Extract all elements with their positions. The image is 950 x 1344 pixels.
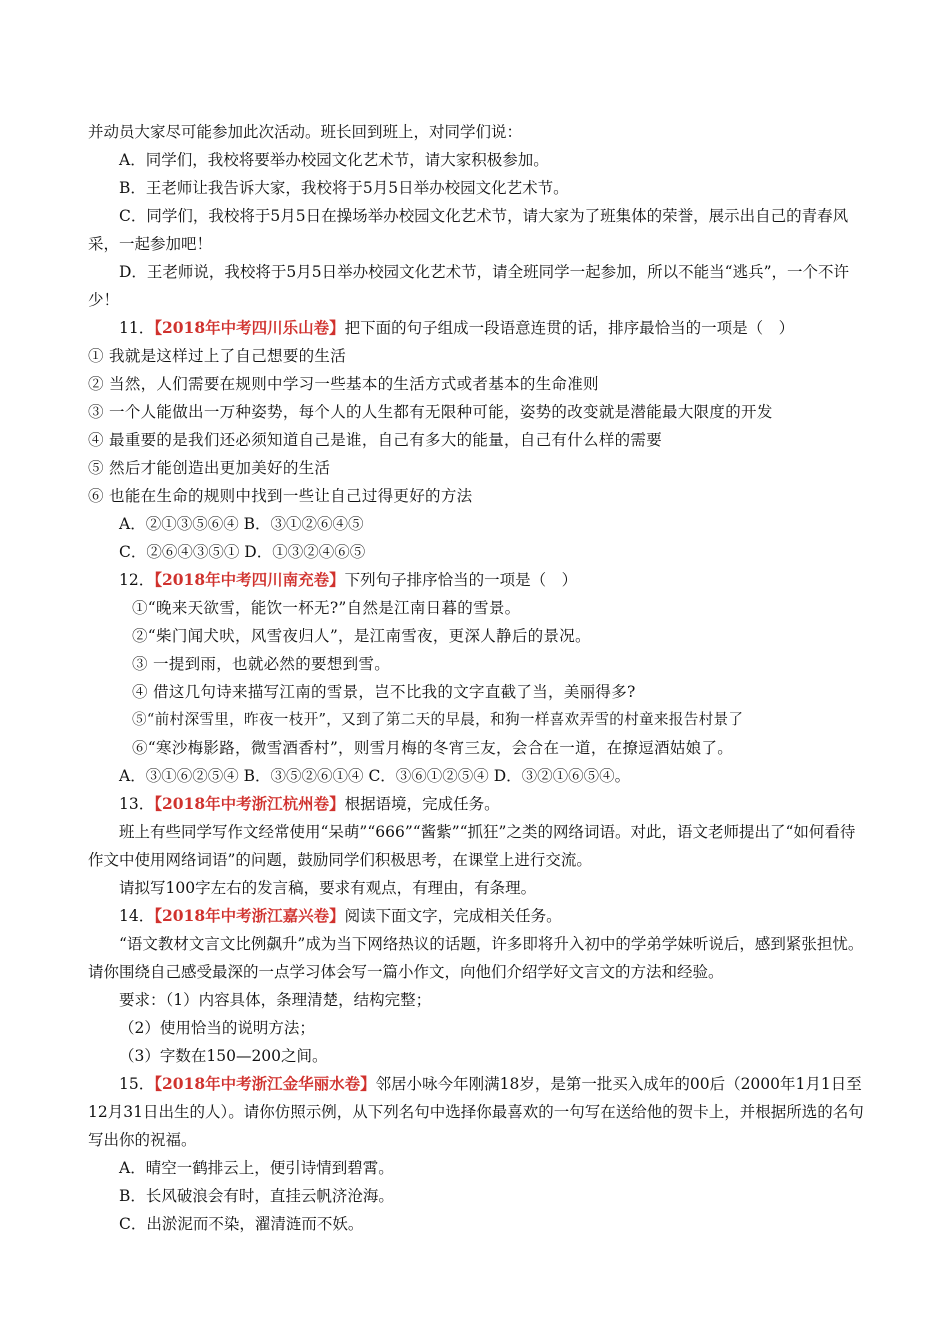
question-13 — [88, 790, 868, 818]
option-a: A．晴空一鹤排云上，便引诗情到碧霄。 — [119, 1159, 394, 1177]
intro-line: 并动员大家尽可能参加此次活动。班长回到班上，对同学们说： — [88, 123, 523, 141]
source-tag: 【2018年中考浙江金华丽水卷】 — [154, 1074, 376, 1093]
paragraph: 班上有些同学写作文经常使用“呆萌”“666”“酱紫”“抓狂”之类的网络词语。对此，语文老师提出了“如何看待作文中使用网络词语”的问题，鼓励同学们积极思考，在课堂上进行交流。 — [88, 823, 856, 869]
list-item: ⑥“寒沙梅影路，微雪酒香村”，则雪月梅的冬宵三友，会合在一道，在撩逗酒姑娘了。 — [132, 739, 734, 757]
list-item: ①“晚来天欲雪，能饮一杯无?”自然是江南日暮的雪景。 — [132, 599, 521, 617]
option-b: B．长风破浪会有时，直挂云帆济沧海。 — [119, 1187, 394, 1205]
paragraph: “语文教材文言文比例飙升”成为当下网络热议的话题，许多即将升入初中的学弟学妹听说后，感到紧张担忧。请你围绕自己感受最深的一点学习体会写一篇小作文，向他们介绍学好文言文的方法和经验。 — [88, 935, 864, 981]
option-a: A．同学们，我校将要举办校园文化艺术节，请大家积极参加。 — [119, 151, 549, 169]
paragraph: 请拟写100字左右的发言稿，要求有观点，有理由，有条理。 — [119, 879, 537, 897]
question-stem: 把下面的句子组成一段语意连贯的话，排序最恰当的一项是（ ） — [344, 319, 795, 337]
list-item: ④ 最重要的是我们还必须知道自己是谁，自己有多大的能量，自己有什么样的需要 — [88, 431, 663, 449]
source-tag: 【2018年中考四川南充卷】 — [154, 570, 345, 589]
answer-options: A．②①③⑤⑥④ B．③①②⑥④⑤ — [119, 515, 364, 533]
list-item: ⑥ 也能在生命的规则中找到一些让自己过得更好的方法 — [88, 487, 473, 505]
list-item: ② 当然，人们需要在规则中学习一些基本的生活方式或者基本的生命准则 — [88, 375, 599, 393]
question-number: 15． — [119, 1075, 155, 1093]
answer-options: A．③①⑥②⑤④ B．③⑤②⑥①④ C．③⑥①②⑤④ D．③②①⑥⑤④。 — [119, 767, 631, 785]
requirement: 要求：（1）内容具体，条理清楚，结构完整； — [119, 991, 432, 1009]
question-number: 13． — [119, 795, 155, 813]
question-stem: 下列句子排序恰当的一项是（ ） — [344, 571, 578, 589]
answer-options: C．②⑥④③⑤① D．①③②④⑥⑤ — [119, 543, 366, 561]
list-item: ③ 一个人能做出一万种姿势，每个人的人生都有无限种可能，姿势的改变就是潜能最大限度的开发 — [88, 403, 773, 421]
option-c: C．同学们，我校将于5月5日在操场举办校园文化艺术节，请大家为了班集体的荣誉，展示出自己的青春风采，一起参加吧！ — [88, 207, 849, 253]
question-11 — [88, 314, 868, 342]
requirement: （3）字数在150—200之间。 — [119, 1047, 328, 1065]
question-12 — [88, 566, 868, 594]
list-item: ⑤“前村深雪里，昨夜一枝开”，又到了第二天的早晨，和狗一样喜欢弄雪的村童来报告村景了 — [132, 711, 744, 728]
option-c: C．出淤泥而不染，濯清涟而不妖。 — [119, 1215, 364, 1233]
question-14 — [88, 902, 868, 930]
list-item: ③ 一提到雨，也就必然的要想到雪。 — [132, 655, 391, 673]
requirement: （2）使用恰当的说明方法； — [119, 1019, 315, 1037]
list-item: ① 我就是这样过上了自己想要的生活 — [88, 347, 347, 365]
question-stem: 根据语境，完成任务。 — [344, 795, 500, 813]
list-item: ④ 借这几句诗来描写江南的雪景，岂不比我的文字直截了当，美丽得多? — [132, 683, 636, 701]
question-stem: 邻居小咏今年刚满18岁，是第一批买入成年的00后（2000年1月1日至12月31日出生的人）。请你仿照示例，从下列名句中选择你最喜欢的一句写在送给他的贺卡上，并根据所选的名句写出你的祝福。 — [88, 1075, 864, 1149]
question-15 — [88, 1070, 868, 1154]
question-stem: 阅读下面文字，完成相关任务。 — [344, 907, 562, 925]
list-item: ②“柴门闻犬吠，风雪夜归人”，是江南雪夜，更深人静后的景况。 — [132, 627, 591, 645]
list-item: ⑤ 然后才能创造出更加美好的生活 — [88, 459, 331, 477]
question-number: 11． — [119, 319, 155, 337]
option-d: D．王老师说，我校将于5月5日举办校园文化艺术节，请全班同学一起参加，所以不能当“逃兵”，一个不许少！ — [88, 263, 850, 309]
source-tag: 【2018年中考四川乐山卷】 — [154, 318, 345, 337]
option-b: B．王老师让我告诉大家，我校将于5月5日举办校园文化艺术节。 — [119, 179, 569, 197]
document-page — [88, 118, 868, 1238]
question-number: 12． — [119, 571, 155, 589]
source-tag: 【2018年中考浙江杭州卷】 — [154, 794, 345, 813]
question-number: 14． — [119, 907, 155, 925]
source-tag: 【2018年中考浙江嘉兴卷】 — [154, 906, 345, 925]
